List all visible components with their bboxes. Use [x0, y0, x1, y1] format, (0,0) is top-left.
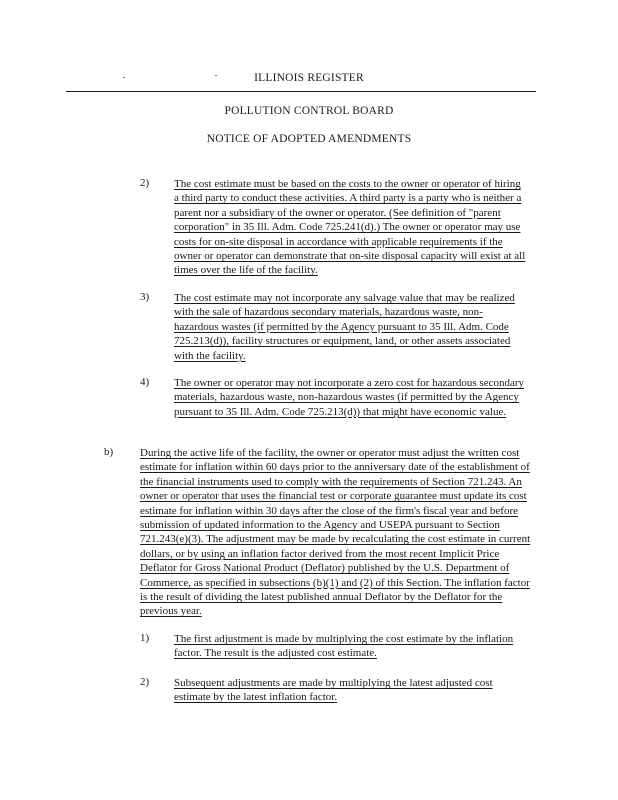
item-marker: 2)	[140, 676, 150, 688]
board-heading: POLLUTION CONTROL BOARD	[224, 105, 394, 117]
item-paragraph	[174, 177, 526, 278]
subsection-text: During the active life of the facility, the owner or operator must adjust the written cost estimate for inflation within 60 days prior to the anniversary date of the establishment of the financial instruments used to comply with the requirements of Section 721.243. An owner or operator that uses the financial test or corporate guarantee must update its cost estimate for inflation within 30 days after the close of the firm's fiscal year and before submission of updated information to the Agency and USEPA pursuant to Section 721.243(e)(3). The adjustment may be made by recalculating the cost estimate in current dollars, or by using an inflation factor derived from the most recent Implicit Price Deflator for Gross National Product (Deflator) published by the U.S. Department of Commerce, as specified in subsections (b)(1) and (2) of this Section. The inflation factor is the result of dividing the latest published annual Deflator by the Deflator for the previous year.	[140, 447, 531, 618]
item-paragraph	[174, 632, 526, 661]
item-marker: 4)	[140, 376, 150, 388]
item-text: The cost estimate must be based on the costs to the owner or operator of hiring a third party to conduct these activities. A third party is a party who is neither a parent nor a subsidiary of the owner or operator. (See definition of "parent corporation" in 35 Ill. Adm. Code 725.241(d).) The owner or operator may use costs for on-site disposal in accordance with applicable requirements if the owner or operator can demonstrate that on-site disposal capacity will exist at all times over the life of the facility.	[174, 178, 526, 277]
item-paragraph	[174, 376, 526, 419]
item-paragraph	[174, 291, 526, 363]
subsection-paragraph	[140, 446, 532, 619]
item-marker: 1)	[140, 632, 150, 644]
notice-heading: NOTICE OF ADOPTED AMENDMENTS	[206, 133, 412, 145]
item-marker: 2)	[140, 177, 150, 189]
scan-speck	[123, 77, 125, 78]
subsection-marker: b)	[104, 446, 114, 458]
item-paragraph	[174, 676, 526, 705]
item-marker: 3)	[140, 291, 150, 303]
item-text: The first adjustment is made by multiplying the cost estimate by the inflation factor. The result is the adjusted cost estimate.	[174, 633, 514, 660]
item-text: The cost estimate may not incorporate any salvage value that may be realized with the sale of hazardous secondary materials, hazardous waste, non-hazardous wastes (if permitted by the Agency pursuant to 35 Ill. Adm. Code 725.213(d)), facility structures or equipment, land, or other assets associated with the facility.	[174, 292, 515, 362]
item-text: The owner or operator may not incorporate a zero cost for hazardous secondary materials, hazardous waste, non-hazardous wastes (if permitted by the Agency pursuant to 35 Ill. Adm. Code 725.213(d)) that might have economic value.	[174, 377, 525, 418]
scan-speck	[215, 75, 217, 76]
register-heading: ILLINOIS REGISTER	[254, 72, 364, 84]
header-rule	[66, 91, 536, 92]
item-text: Subsequent adjustments are made by multiplying the latest adjusted cost estimate by the latest inflation factor.	[174, 677, 493, 704]
